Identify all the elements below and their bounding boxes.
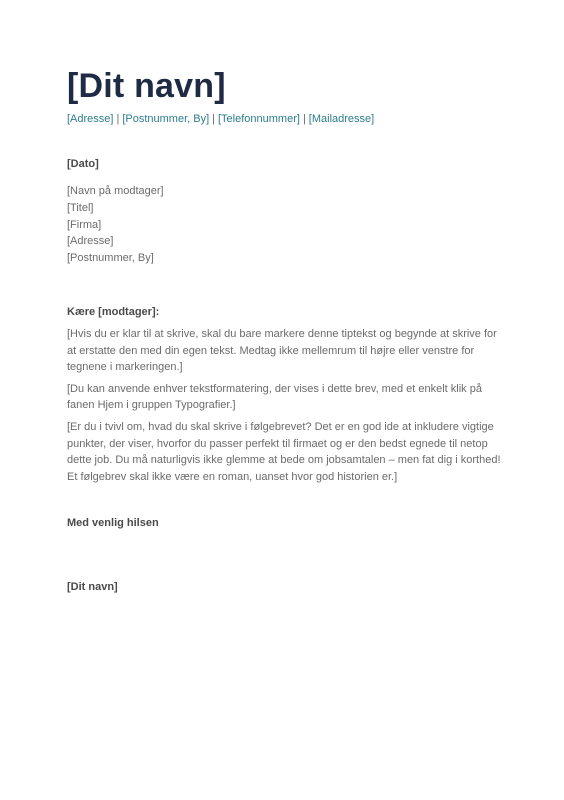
body-paragraph[interactable]: [Hvis du er klar til at skrive, skal du bare markere denne tiptekst og begynde at skrive for at erstatte den med din egen tekst. Medtag ikke mellemrum til højre eller venstre for tegnene i markeringen.] (67, 328, 497, 374)
signature-name[interactable]: [Dit navn] (67, 581, 118, 593)
contact-separator: | (116, 113, 120, 125)
contact-separator: | (212, 113, 215, 125)
sender-name-heading[interactable]: [Dit navn] (67, 67, 226, 105)
body-paragraph[interactable]: [Du kan anvende enhver tekstformatering, der vises i dette brev, med et enkelt klik på fanen Hjem i gruppen Typografier.] (67, 382, 482, 412)
recipient-company[interactable]: [Firma] (67, 218, 102, 231)
sender-phone[interactable]: [Telefonnummer] (218, 113, 300, 125)
letter-body (67, 326, 507, 490)
sender-address[interactable]: [Adresse] (67, 113, 114, 125)
letter-date[interactable]: [Dato] (67, 158, 99, 170)
closing[interactable]: Med venlig hilsen (67, 517, 159, 529)
recipient-block (67, 183, 164, 267)
sender-postal-city[interactable]: [Postnummer, By] (122, 113, 210, 125)
recipient-title[interactable]: [Titel] (67, 201, 94, 214)
recipient-name[interactable]: [Navn på modtager] (67, 185, 164, 197)
salutation[interactable]: Kære [modtager]: (67, 306, 160, 318)
contact-separator: | (302, 113, 306, 125)
recipient-address[interactable]: [Adresse] (67, 235, 114, 248)
recipient-postal-city[interactable]: [Postnummer, By] (67, 252, 154, 265)
body-paragraph[interactable]: [Er du i tvivl om, hvad du skal skrive i følgebrevet? Det er en god ide at inkludere vigtige punkter, der viser, hvorfor du passer perfekt til firmaet og er den bedst egnede til netop dette job. Du må naturligvis ikke glemme at bede om jobsamtalen – men fat dig i korthed! Et følgebrev skal ikke være en roman, uanset hvor god historien er.] (67, 420, 501, 483)
sender-email[interactable]: [Mailadresse] (308, 113, 375, 125)
sender-contact-line (67, 112, 374, 127)
